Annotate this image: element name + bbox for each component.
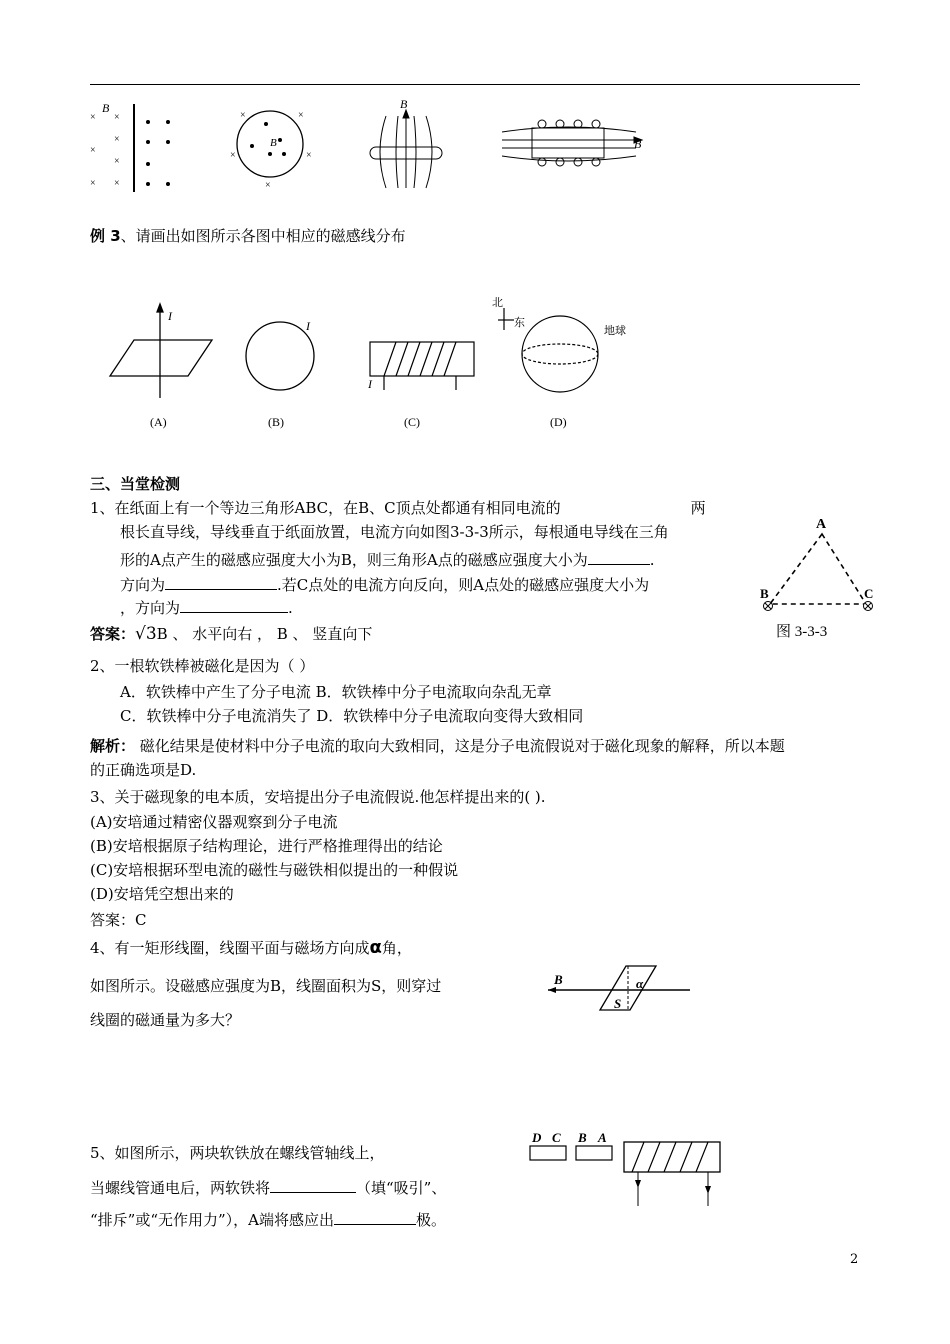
svg-text:B: B bbox=[102, 101, 110, 115]
svg-text:×: × bbox=[240, 110, 246, 121]
svg-text:地球: 地球 bbox=[604, 325, 626, 337]
svg-text:(C): (C) bbox=[404, 415, 420, 429]
fig-ring-current-field bbox=[370, 97, 442, 188]
page-number: 2 bbox=[850, 1252, 859, 1267]
svg-text:×: × bbox=[114, 178, 120, 189]
fig-a-wire-through-plane bbox=[110, 304, 212, 429]
q3-opt-b: (B)安培根据原子结构理论，进行严格推理得出的结论 bbox=[90, 837, 443, 855]
fig-c-solenoid bbox=[367, 342, 474, 429]
q3-opt-a: (A)安培通过精密仪器观察到分子电流 bbox=[90, 813, 338, 831]
svg-text:C: C bbox=[552, 1130, 561, 1145]
svg-text:(A): (A) bbox=[150, 415, 167, 429]
svg-text:A: A bbox=[816, 517, 827, 532]
q3-stem: 3、关于磁现象的电本质，安培提出分子电流假说.他怎样提出来的( ). bbox=[90, 788, 546, 806]
svg-text:×: × bbox=[90, 112, 96, 123]
q3-opt-d: (D)安培凭空想出来的 bbox=[90, 885, 234, 903]
svg-text:×: × bbox=[90, 145, 96, 156]
q2-opt-ab: A．软铁棒中产生了分子电流 B．软铁棒中分子电流取向杂乱无章 bbox=[120, 683, 552, 701]
svg-text:S: S bbox=[614, 996, 622, 1011]
svg-text:C: C bbox=[864, 586, 874, 601]
svg-text:×: × bbox=[114, 134, 120, 145]
svg-text:×: × bbox=[114, 112, 120, 123]
q1-blank-direction[interactable] bbox=[165, 575, 277, 590]
svg-text:B: B bbox=[270, 137, 277, 149]
svg-text:α: α bbox=[636, 976, 644, 991]
svg-text:B: B bbox=[634, 137, 642, 151]
example3-label: 例 3 bbox=[90, 227, 121, 245]
fig-solenoid-field bbox=[502, 120, 642, 166]
header-rule bbox=[90, 84, 860, 85]
q4-line3: 线圈的磁通量为多大？ bbox=[90, 1011, 241, 1029]
fig-d-earth bbox=[492, 296, 626, 429]
q5-solenoid-figure bbox=[524, 1126, 724, 1214]
q2-analysis-2: 的正确选项是D. bbox=[90, 761, 197, 779]
q3-opt-c: (C)安培根据环型电流的磁性与磁铁相似提出的一种假说 bbox=[90, 861, 459, 879]
q5-line3: “排斥”或“无作用力”），A端将感应出 极。 bbox=[90, 1211, 447, 1229]
svg-text:B: B bbox=[760, 586, 769, 601]
q4-coil-figure bbox=[548, 958, 698, 1024]
q1-line5: ，方向为 . bbox=[120, 599, 293, 617]
q5-line1: 5、如图所示，两块软铁放在螺线管轴线上， bbox=[90, 1144, 385, 1162]
svg-text:(B): (B) bbox=[268, 415, 284, 429]
svg-text:东: 东 bbox=[514, 317, 525, 329]
q5-blank-interaction[interactable] bbox=[270, 1178, 356, 1193]
q4-line2: 如图所示。设磁感应强度为B，线圈面积为S，则穿过 bbox=[90, 977, 442, 995]
svg-text:×: × bbox=[90, 178, 96, 189]
svg-text:I: I bbox=[368, 377, 372, 391]
q1-blank-magnitude[interactable] bbox=[588, 550, 650, 565]
svg-text:×: × bbox=[265, 180, 271, 191]
svg-text:B: B bbox=[554, 972, 563, 987]
figure-3-3-3 bbox=[754, 512, 884, 642]
svg-text:D: D bbox=[532, 1130, 542, 1145]
example3-text: 例 3、请画出如图所示各图中相应的磁感线分布 bbox=[90, 227, 406, 245]
q1-line4: 方向为 .若C点处的电流方向反向，则A点处的磁感应强度大小为 bbox=[120, 576, 650, 594]
svg-text:B: B bbox=[400, 97, 408, 111]
svg-text:×: × bbox=[298, 110, 304, 121]
fig-b-ring-current bbox=[246, 319, 314, 429]
q3-answer: 答案：C bbox=[90, 911, 147, 929]
svg-text:北: 北 bbox=[492, 297, 503, 309]
q1-line2: 根长直导线，导线垂直于纸面放置，电流方向如图3-3-3所示，每根通电导线在三角 bbox=[120, 523, 669, 541]
q5-line2: 当螺线管通电后，两软铁将 （填“吸引”、 bbox=[90, 1179, 447, 1197]
svg-text:×: × bbox=[230, 150, 236, 161]
q2-stem: 2、一根软铁棒被磁化是因为（ ） bbox=[90, 657, 315, 675]
svg-text:图 3-3-3: 图 3-3-3 bbox=[776, 624, 828, 640]
q1-answer: 答案：√3B 、 水平向右 ， B 、 竖直向下 bbox=[90, 624, 373, 644]
svg-text:(D): (D) bbox=[550, 415, 567, 429]
q1-line3: 形的A点产生的磁感应强度大小为B，则三角形A点的磁感应强度大小为 . bbox=[120, 551, 655, 569]
svg-text:×: × bbox=[114, 156, 120, 167]
fig-cross-dot-field bbox=[90, 101, 170, 192]
svg-text:I: I bbox=[168, 309, 172, 323]
q2-analysis-1: 解析： 磁化结果是使材料中分子电流的取向大致相同，这是分子电流假说对于磁化现象的解释，所以本题 bbox=[90, 737, 785, 755]
q1-line1: 1、在纸面上有一个等边三角形ABC，在B、C顶点处都通有相同电流的 两 bbox=[90, 499, 706, 517]
q5-blank-pole[interactable] bbox=[334, 1210, 416, 1225]
top-figures bbox=[80, 96, 660, 196]
svg-text:B: B bbox=[578, 1130, 587, 1145]
example3-figures bbox=[100, 290, 660, 440]
q2-opt-cd: C．软铁棒中分子电流消失了 D．软铁棒中分子电流取向变得大致相同 bbox=[120, 707, 584, 725]
svg-text:×: × bbox=[306, 150, 312, 161]
svg-text:I: I bbox=[306, 319, 310, 333]
section-title: 三、当堂检测 bbox=[90, 475, 181, 493]
q1-blank-direction2[interactable] bbox=[180, 598, 288, 613]
fig-ring-field bbox=[230, 110, 312, 191]
svg-text:A: A bbox=[598, 1130, 607, 1145]
q4-line1: 4、有一矩形线圈，线圈平面与磁场方向成α角， bbox=[90, 937, 412, 958]
